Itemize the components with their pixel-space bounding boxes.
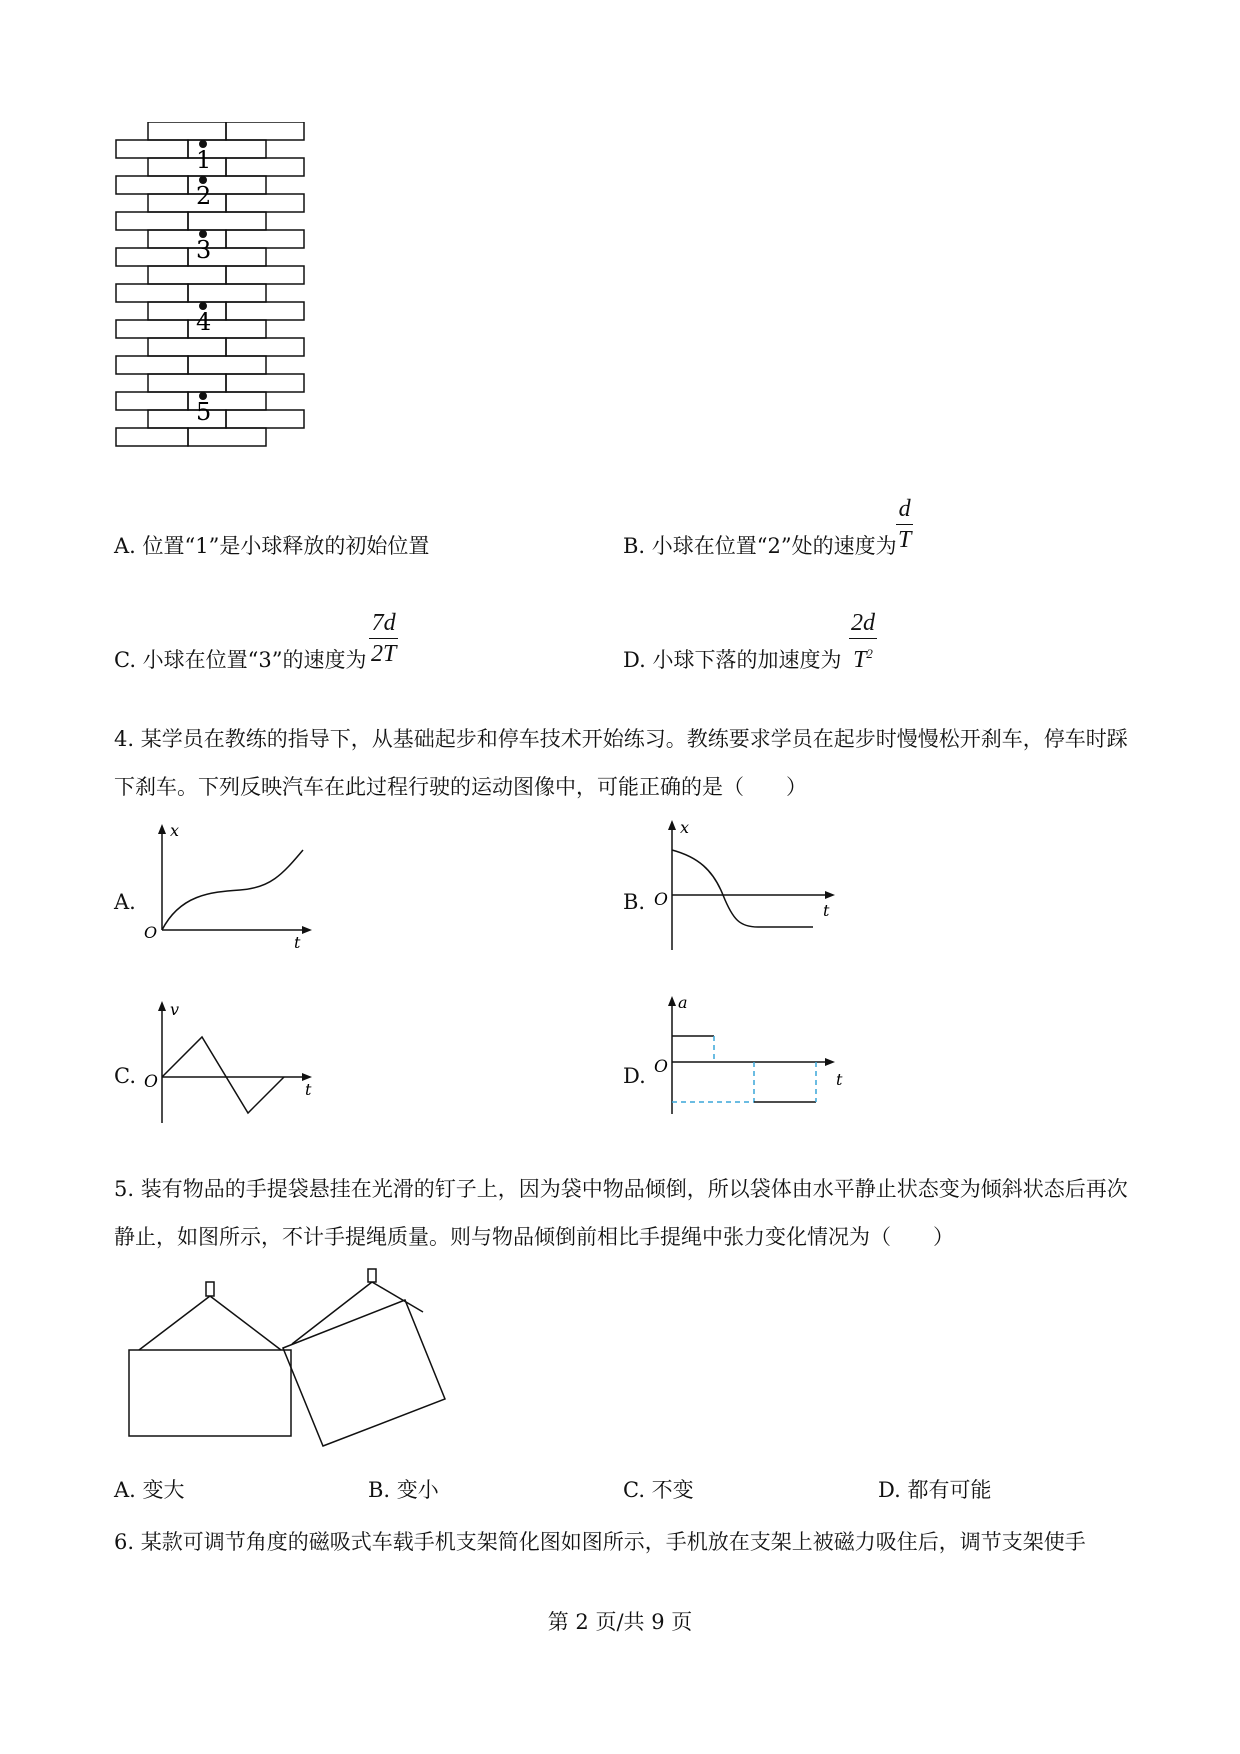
brick bbox=[226, 410, 304, 428]
origin-label: O bbox=[654, 1057, 668, 1077]
brick bbox=[226, 302, 304, 320]
handbag-figure bbox=[120, 1268, 480, 1448]
q6-stem: 6. 某款可调节角度的磁吸式车载手机支架简化图如图所示，手机放在支架上被磁力吸住后，调节支架使手 bbox=[114, 1530, 1086, 1554]
x-axis-label: t bbox=[294, 933, 301, 950]
brick bbox=[148, 158, 226, 176]
brick bbox=[116, 428, 188, 446]
brick bbox=[148, 194, 226, 212]
brick bbox=[226, 374, 304, 392]
fraction-denominator: $T^2$ bbox=[853, 646, 873, 673]
x-axis-label: t bbox=[836, 1070, 843, 1089]
brick bbox=[116, 356, 188, 374]
brick bbox=[226, 194, 304, 212]
q3-option-a[interactable]: A. 位置“1”是小球释放的初始位置 bbox=[114, 534, 430, 558]
q5-option-c[interactable]: C. 不变 bbox=[623, 1478, 694, 1502]
brick bbox=[116, 140, 188, 158]
q4-stem: 4. 某学员在教练的指导下，从基础起步和停车技术开始练习。教练要求学员在起步时慢慢松开刹车，停车时踩下刹车。下列反映汽车在此过程行驶的运动图像中，可能正确的是（ ） bbox=[114, 727, 1128, 799]
q3-option-b-fraction bbox=[896, 494, 913, 555]
x-axis-label: t bbox=[305, 1080, 312, 1099]
origin-label: O bbox=[144, 1072, 158, 1092]
brick bbox=[188, 356, 266, 374]
fraction-denominator: 2T bbox=[371, 641, 397, 667]
ball-position-label: 3 bbox=[196, 236, 212, 264]
page-footer: 第 2 页/共 9 页 bbox=[547, 1610, 693, 1634]
q4-graph-b bbox=[648, 815, 848, 955]
brick bbox=[148, 338, 226, 356]
q5-option-d[interactable]: D. 都有可能 bbox=[878, 1478, 992, 1502]
brick-wall-figure bbox=[110, 122, 310, 462]
q4-graph-a bbox=[140, 820, 320, 950]
fraction-denominator: T bbox=[898, 527, 912, 553]
q4-option-a-label[interactable]: A. bbox=[114, 890, 136, 914]
brick bbox=[148, 230, 226, 248]
brick bbox=[226, 122, 304, 140]
brick bbox=[188, 428, 266, 446]
q4-option-b-label[interactable]: B. bbox=[623, 890, 646, 914]
q3-option-c-fraction bbox=[369, 608, 398, 669]
ball-position-label: 4 bbox=[196, 308, 212, 336]
fraction-numerator: d bbox=[898, 496, 911, 522]
brick bbox=[226, 230, 304, 248]
y-axis-label: a bbox=[678, 993, 688, 1012]
q4-graph-d bbox=[648, 990, 848, 1130]
q4-option-c-label[interactable]: C. bbox=[114, 1064, 136, 1088]
ball-position-label: 1 bbox=[196, 146, 212, 174]
brick bbox=[116, 320, 188, 338]
brick bbox=[116, 248, 188, 266]
q5-stem: 5. 装有物品的手提袋悬挂在光滑的钉子上，因为袋中物品倾倒，所以袋体由水平静止状态变为倾斜状态后再次静止，如图所示，不计手提绳质量。则与物品倾倒前相比手提绳中张力变化情况为（ ） bbox=[114, 1177, 1128, 1249]
brick bbox=[148, 266, 226, 284]
brick bbox=[116, 284, 188, 302]
origin-label: O bbox=[144, 923, 158, 942]
q5-option-a[interactable]: A. 变大 bbox=[114, 1478, 185, 1502]
brick bbox=[226, 338, 304, 356]
q3-option-d-fraction bbox=[849, 608, 877, 675]
fraction-numerator: 2d bbox=[851, 610, 875, 636]
ball-position-label: 2 bbox=[196, 182, 212, 210]
brick bbox=[148, 374, 226, 392]
q4-option-d-label[interactable]: D. bbox=[623, 1064, 646, 1088]
q5-option-b[interactable]: B. 变小 bbox=[368, 1478, 439, 1502]
q3-option-d[interactable]: D. 小球下落的加速度为 bbox=[623, 648, 842, 672]
brick bbox=[226, 158, 304, 176]
q3-option-b[interactable]: B. 小球在位置“2”处的速度为 bbox=[623, 534, 897, 558]
y-axis-label: x bbox=[170, 821, 180, 840]
brick bbox=[116, 392, 188, 410]
y-axis-label: v bbox=[170, 1000, 180, 1019]
brick bbox=[148, 410, 226, 428]
brick bbox=[116, 176, 188, 194]
ball-position-label: 5 bbox=[196, 398, 212, 426]
brick bbox=[226, 266, 304, 284]
q4-graph-c bbox=[140, 995, 320, 1125]
brick bbox=[148, 302, 226, 320]
superscript: 2 bbox=[866, 646, 873, 661]
brick bbox=[188, 212, 266, 230]
x-axis-label: t bbox=[823, 901, 830, 920]
y-axis-label: x bbox=[680, 818, 690, 837]
q3-option-c[interactable]: C. 小球在位置“3”的速度为 bbox=[114, 648, 367, 672]
origin-label: O bbox=[654, 890, 668, 910]
fraction-numerator: 7d bbox=[371, 610, 396, 636]
brick bbox=[188, 284, 266, 302]
brick bbox=[116, 212, 188, 230]
brick bbox=[148, 122, 226, 140]
